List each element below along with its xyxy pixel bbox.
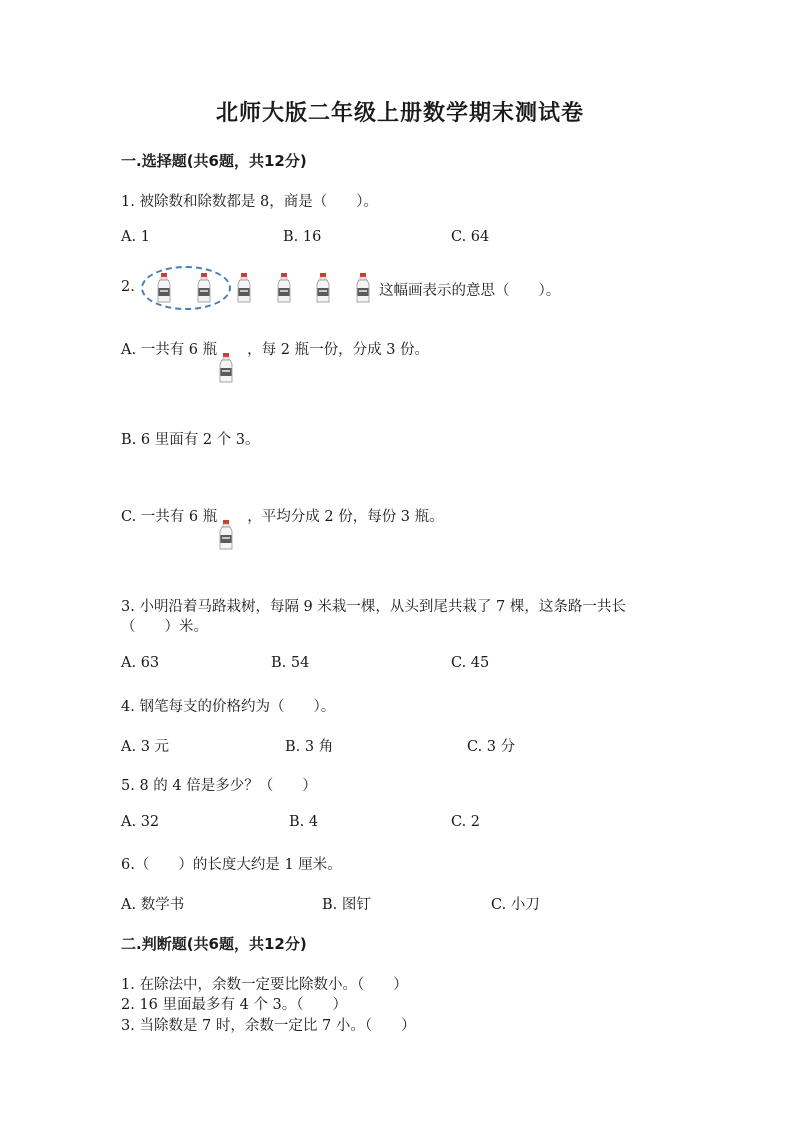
water-bottle-icon bbox=[197, 273, 211, 303]
option-c-text-before: C. 一共有 6 瓶 bbox=[121, 509, 218, 525]
water-bottle-icon bbox=[219, 353, 233, 383]
dashed-circle-grouping bbox=[141, 266, 231, 310]
question-4-option-a[interactable]: A. 3 元 bbox=[121, 739, 170, 755]
question-1-option-c[interactable]: C. 64 bbox=[451, 229, 490, 245]
judgment-item-1: 1. 在除法中，余数一定要比除数小。（ ） bbox=[121, 977, 408, 993]
question-3-line-2: （ ）米。 bbox=[121, 619, 208, 635]
question-1: 1. 被除数和除数都是 8，商是（ ）。 bbox=[121, 194, 379, 210]
question-6-option-c[interactable]: C. 小刀 bbox=[491, 897, 540, 913]
judgment-item-2: 2. 16 里面最多有 4 个 3。（ ） bbox=[121, 997, 348, 1013]
water-bottle-icon bbox=[219, 520, 233, 550]
water-bottle-icon bbox=[157, 273, 171, 303]
question-4-option-b[interactable]: B. 3 角 bbox=[285, 739, 334, 755]
question-3-option-a[interactable]: A. 63 bbox=[121, 655, 160, 671]
question-4-option-c[interactable]: C. 3 分 bbox=[467, 739, 516, 755]
question-3-line-1: 3. 小明沿着马路栽树，每隔 9 米栽一棵，从头到尾共栽了 7 棵，这条路一共长 bbox=[121, 599, 626, 615]
question-2-option-a[interactable] bbox=[121, 338, 429, 359]
judgment-item-3: 3. 当除数是 7 时，余数一定比 7 小。（ ） bbox=[121, 1018, 416, 1034]
question-2-option-c[interactable] bbox=[121, 505, 444, 526]
question-2-number: 2. bbox=[121, 279, 135, 295]
question-6: 6.（ ）的长度大约是 1 厘米。 bbox=[121, 857, 342, 873]
question-1-option-a[interactable]: A. 1 bbox=[121, 229, 150, 245]
question-3-option-c[interactable]: C. 45 bbox=[451, 655, 490, 671]
question-3-option-b[interactable]: B. 54 bbox=[271, 655, 310, 671]
question-5-option-c[interactable]: C. 2 bbox=[451, 814, 481, 830]
question-4: 4. 钢笔每支的价格约为（ ）。 bbox=[121, 699, 336, 715]
question-5: 5. 8 的 4 倍是多少？（ ） bbox=[121, 778, 317, 794]
option-a-text-after: ，每 2 瓶一份，分成 3 份。 bbox=[247, 342, 430, 358]
question-1-option-b[interactable]: B. 16 bbox=[283, 229, 322, 245]
question-5-option-b[interactable]: B. 4 bbox=[289, 814, 319, 830]
question-2-option-b[interactable]: B. 6 里面有 2 个 3。 bbox=[121, 432, 260, 448]
water-bottle-icon bbox=[316, 273, 330, 303]
water-bottle-icon bbox=[277, 273, 291, 303]
question-2: 这幅画表示的意思（ ）。 bbox=[379, 283, 561, 299]
question-5-option-a[interactable]: A. 32 bbox=[121, 814, 160, 830]
water-bottle-icon bbox=[237, 273, 251, 303]
option-c-text-after: ，平均分成 2 份，每份 3 瓶。 bbox=[247, 509, 444, 525]
section-heading-choice: 一.选择题(共6题，共12分) bbox=[121, 152, 307, 170]
question-6-option-a[interactable]: A. 数学书 bbox=[121, 897, 185, 913]
section-heading-true-false: 二.判断题(共6题，共12分) bbox=[121, 935, 307, 953]
page-title: 北师大版二年级上册数学期末测试卷 bbox=[215, 101, 584, 126]
water-bottle-icon bbox=[356, 273, 370, 303]
option-a-text-before: A. 一共有 6 瓶 bbox=[121, 342, 218, 358]
question-6-option-b[interactable]: B. 图钉 bbox=[322, 897, 371, 913]
